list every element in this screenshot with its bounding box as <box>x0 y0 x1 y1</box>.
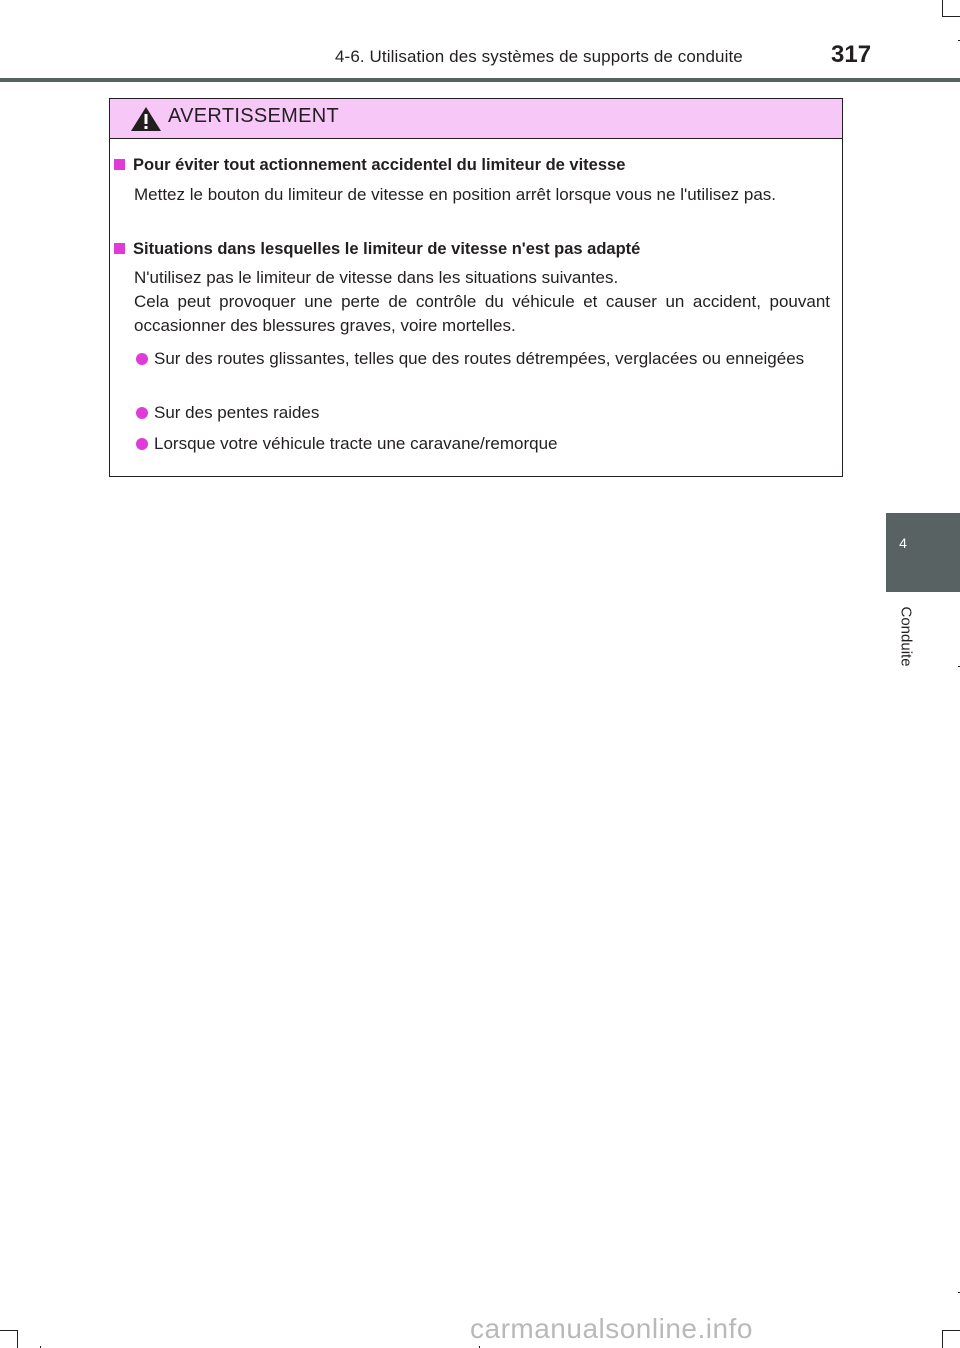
header-rule <box>0 78 960 82</box>
bullet-dot-icon <box>136 407 148 419</box>
square-bullet-icon <box>114 159 125 170</box>
section-heading-accidental <box>114 156 625 175</box>
square-bullet-icon <box>114 243 125 254</box>
watermark: carmanualsonline.info <box>470 1313 753 1344</box>
list-item-text: Sur des routes glissantes, telles que des routes détrempées, verglacées ou enneigées <box>154 349 805 368</box>
list-item-text: Lorsque votre véhicule tracte une caravane/remorque <box>154 434 558 453</box>
list-item <box>136 432 836 456</box>
warning-header <box>110 99 842 139</box>
body-line: N'utilisez pas le limiteur de vitesse dans les situations suivantes. <box>134 268 619 287</box>
list-item <box>136 401 836 425</box>
section-body-accidental: Mettez le bouton du limiteur de vitesse en position arrêt lorsque vous ne l'utilisez pas. <box>134 185 777 204</box>
warning-box <box>109 98 843 477</box>
crop-mark <box>942 1330 943 1348</box>
warning-triangle-icon <box>130 106 162 132</box>
chapter-tab <box>886 513 960 592</box>
body-line: Cela peut provoquer une perte de contrôle du véhicule et causer un accident, pouvant occasionner des blessures graves, voire mortelles. <box>134 292 830 335</box>
section-heading-text: Situations dans lesquelles le limiteur de vitesse n'est pas adapté <box>133 240 641 258</box>
crop-mark <box>17 1330 18 1348</box>
section-heading-text: Pour éviter tout actionnement accidentel du limiteur de vitesse <box>133 156 626 174</box>
list-item <box>136 347 836 371</box>
page-number: 317 <box>831 41 872 68</box>
chapter-label: Conduite <box>897 606 915 667</box>
bullet-dot-icon <box>136 353 148 365</box>
chapter-number: 4 <box>899 535 907 551</box>
header-section-title: 4-6. Utilisation des systèmes de supports de conduite <box>335 47 743 66</box>
bullet-dot-icon <box>136 438 148 450</box>
crop-mark <box>942 16 960 17</box>
warning-title: AVERTISSEMENT <box>168 105 339 127</box>
section-body-unsuitable <box>134 266 830 338</box>
section-heading-unsuitable <box>114 240 640 259</box>
crop-mark <box>942 1330 960 1331</box>
crop-mark <box>0 1330 18 1331</box>
crop-mark <box>942 0 943 16</box>
list-item-text: Sur des pentes raides <box>154 403 320 422</box>
